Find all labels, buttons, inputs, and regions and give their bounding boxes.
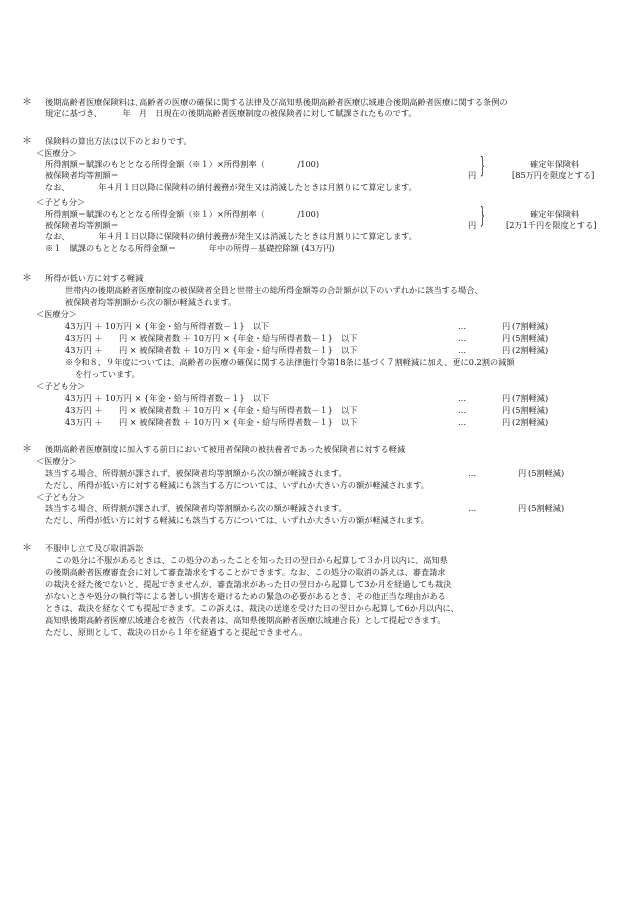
section-heading: 不服申し立て及び取消訴訟 xyxy=(45,543,144,553)
subsection-label: ＜子ども分＞ xyxy=(36,492,86,502)
reiwa-note: ※令和８、９年度については、高齢者の医療の確保に関する法律施行令第18条に基づく７割軽減に加え、更に0.2割の減額 xyxy=(65,357,515,367)
bullet-marker: ＊ xyxy=(22,543,32,554)
yen-unit: 円 xyxy=(518,468,527,478)
formula-line: 所得割額＝賦課のもととなる所得金額（※１）×所得割率（ /100) xyxy=(45,159,320,169)
reduction-rate: (5割軽減) xyxy=(528,503,565,513)
dots: … xyxy=(458,333,467,343)
confirmed-premium-label: 確定年保険料 xyxy=(530,159,580,169)
dots: … xyxy=(458,417,467,427)
yen-unit: 円 xyxy=(502,417,511,427)
note-line: ただし、所得が低い方に対する軽減にも該当する方については、いずれか大きい方の額が軽減されます。 xyxy=(45,480,429,490)
dots: … xyxy=(468,468,477,478)
appeal-line: 高知県後期高齢者医療広域連合を被告（代表者は、高知県後期高齢者医療広域連合長）として提起できます。 xyxy=(45,615,446,625)
intro-line: 後期高齢者医療保険料は､高齢者の医療の確保に関する法律及び高知県後期高齢者医療広域連合後期高齢者医療に関する条例の xyxy=(45,97,508,107)
bullet-marker: ＊ xyxy=(22,273,32,284)
intro-line: 規定に基づき、 年 月 日現在の後期高齢者医療制度の被保険者に対して賦課されたものです。 xyxy=(45,108,417,118)
limit-label: [2万1千円を限度とする] xyxy=(506,220,597,230)
yen-unit: 円 xyxy=(502,333,511,343)
confirmed-premium-label: 確定年保険料 xyxy=(530,209,580,219)
bullet-marker: ＊ xyxy=(22,97,32,108)
bullet-marker: ＊ xyxy=(22,444,32,455)
subsection-label: ＜医療分＞ xyxy=(36,456,77,466)
formula-line: 所得割額＝賦課のもととなる所得金額（※１）×所得割率（ /100) xyxy=(45,209,320,219)
reduction-rate: (7割軽減) xyxy=(512,321,549,331)
reduction-rate: (5割軽減) xyxy=(512,405,549,415)
reduction-line: 該当する場合、所得割が課されず、被保険者均等割額から次の額が軽減されます。 xyxy=(45,468,347,478)
reduction-formula: 43万円 ＋ 10万円 × {年金・給与所得者数－１} 以下 xyxy=(65,321,270,331)
footnote: ※１ 賦課のもととなる所得金額＝ 年中の所得－基礎控除額 (43万円) xyxy=(45,243,335,253)
appeal-line: の後期高齢者医療審査会に対して審査請求をすることができます。なお、この処分の取消の訴えは、審査請求 xyxy=(45,567,446,577)
subsection-label: ＜子ども分＞ xyxy=(36,197,86,207)
subsection-label: ＜医療分＞ xyxy=(36,309,77,319)
dots: … xyxy=(458,321,467,331)
reduction-formula: 43万円 ＋ 10万円 × {年金・給与所得者数－１} 以下 xyxy=(65,393,270,403)
reduction-rate: (2割軽減) xyxy=(512,345,549,355)
appeal-line: ときは、裁決を経なくても提起できます。この訴えは、裁決の送達を受けた日の翌日から起算して6か月以内に、 xyxy=(45,603,459,613)
subsection-label: ＜医療分＞ xyxy=(36,148,77,158)
reduction-formula: 43万円 ＋ 円 × 被保険者数 ＋ 10万円 × {年金・給与所得者数－１} 以下 xyxy=(65,417,358,427)
right-brace: } xyxy=(480,154,485,179)
note-line: ただし、所得が低い方に対する軽減にも該当する方については、いずれか大きい方の額が軽減されます。 xyxy=(45,515,429,525)
reduction-rate: (5割軽減) xyxy=(528,468,565,478)
reduction-line: 該当する場合、所得割が課されず、被保険者均等割額から次の額が軽減されます。 xyxy=(45,503,347,513)
yen-unit: 円 xyxy=(468,170,477,180)
dots: … xyxy=(458,405,467,415)
note-line: なお、 年４月１日以降に保険料の納付義務が発生又は消滅したときは月割りにて算定します。 xyxy=(45,231,417,241)
formula-line: 被保険者均等割額＝ xyxy=(45,220,119,230)
limit-label: [85万円を限度とする] xyxy=(512,170,595,180)
dots: … xyxy=(458,345,467,355)
yen-unit: 円 xyxy=(468,220,477,230)
reduction-formula: 43万円 ＋ 円 × 被保険者数 ＋ 10万円 × {年金・給与所得者数－１} 以下 xyxy=(65,345,358,355)
yen-unit: 円 xyxy=(502,393,511,403)
right-brace: } xyxy=(480,204,485,229)
reduction-rate: (2割軽減) xyxy=(512,417,549,427)
appeal-line: ただし、原則として、裁決の日から１年を経過すると提起できません。 xyxy=(45,627,308,637)
reduction-formula: 43万円 ＋ 円 × 被保険者数 ＋ 10万円 × {年金・給与所得者数－１} 以下 xyxy=(65,405,358,415)
section-heading: 保険料の算出方法は以下のとおりです。 xyxy=(45,136,192,146)
yen-unit: 円 xyxy=(502,345,511,355)
bullet-marker: ＊ xyxy=(22,136,32,147)
reduction-rate: (5割軽減) xyxy=(512,333,549,343)
subsection-label: ＜子ども分＞ xyxy=(36,381,86,391)
dots: … xyxy=(458,393,467,403)
intro-line: 世帯内の後期高齢者医療制度の被保険者全員と世帯主の総所得金額等の合計額が以下のいずれかに該当する場合、 xyxy=(65,285,483,295)
appeal-line: がないときや処分の執行等による著しい損害を避けるための緊急の必要があるとき、その他正当な理由がある xyxy=(45,591,446,601)
dots: … xyxy=(468,503,477,513)
appeal-line: この処分に不服があるときは、この処分のあったことを知った日の翌日から起算して３か月以内に、高知県 xyxy=(55,555,448,565)
reduction-formula: 43万円 ＋ 円 × 被保険者数 ＋ 10万円 × {年金・給与所得者数－１} 以下 xyxy=(65,333,358,343)
yen-unit: 円 xyxy=(502,405,511,415)
reduction-rate: (7割軽減) xyxy=(512,393,549,403)
yen-unit: 円 xyxy=(502,321,511,331)
formula-line: 被保険者均等割額＝ xyxy=(45,170,119,180)
section-heading: 所得が低い方に対する軽減 xyxy=(45,273,144,283)
section-heading: 後期高齢者医療制度に加入する前日において被用者保険の被扶養者であった被保険者に対する軽減 xyxy=(45,444,406,454)
appeal-line: の裁決を経た後でないと、提起できませんが、審査請求があった日の翌日から起算して3か月を経過しても裁決 xyxy=(45,579,452,589)
yen-unit: 円 xyxy=(518,503,527,513)
note-line: なお、 年４月１日以降に保険料の納付義務が発生又は消滅したときは月割りにて算定します。 xyxy=(45,182,417,192)
intro-line: 被保険者均等割額から次の額が軽減されます。 xyxy=(65,297,237,307)
reiwa-note: を行っています。 xyxy=(75,369,140,379)
